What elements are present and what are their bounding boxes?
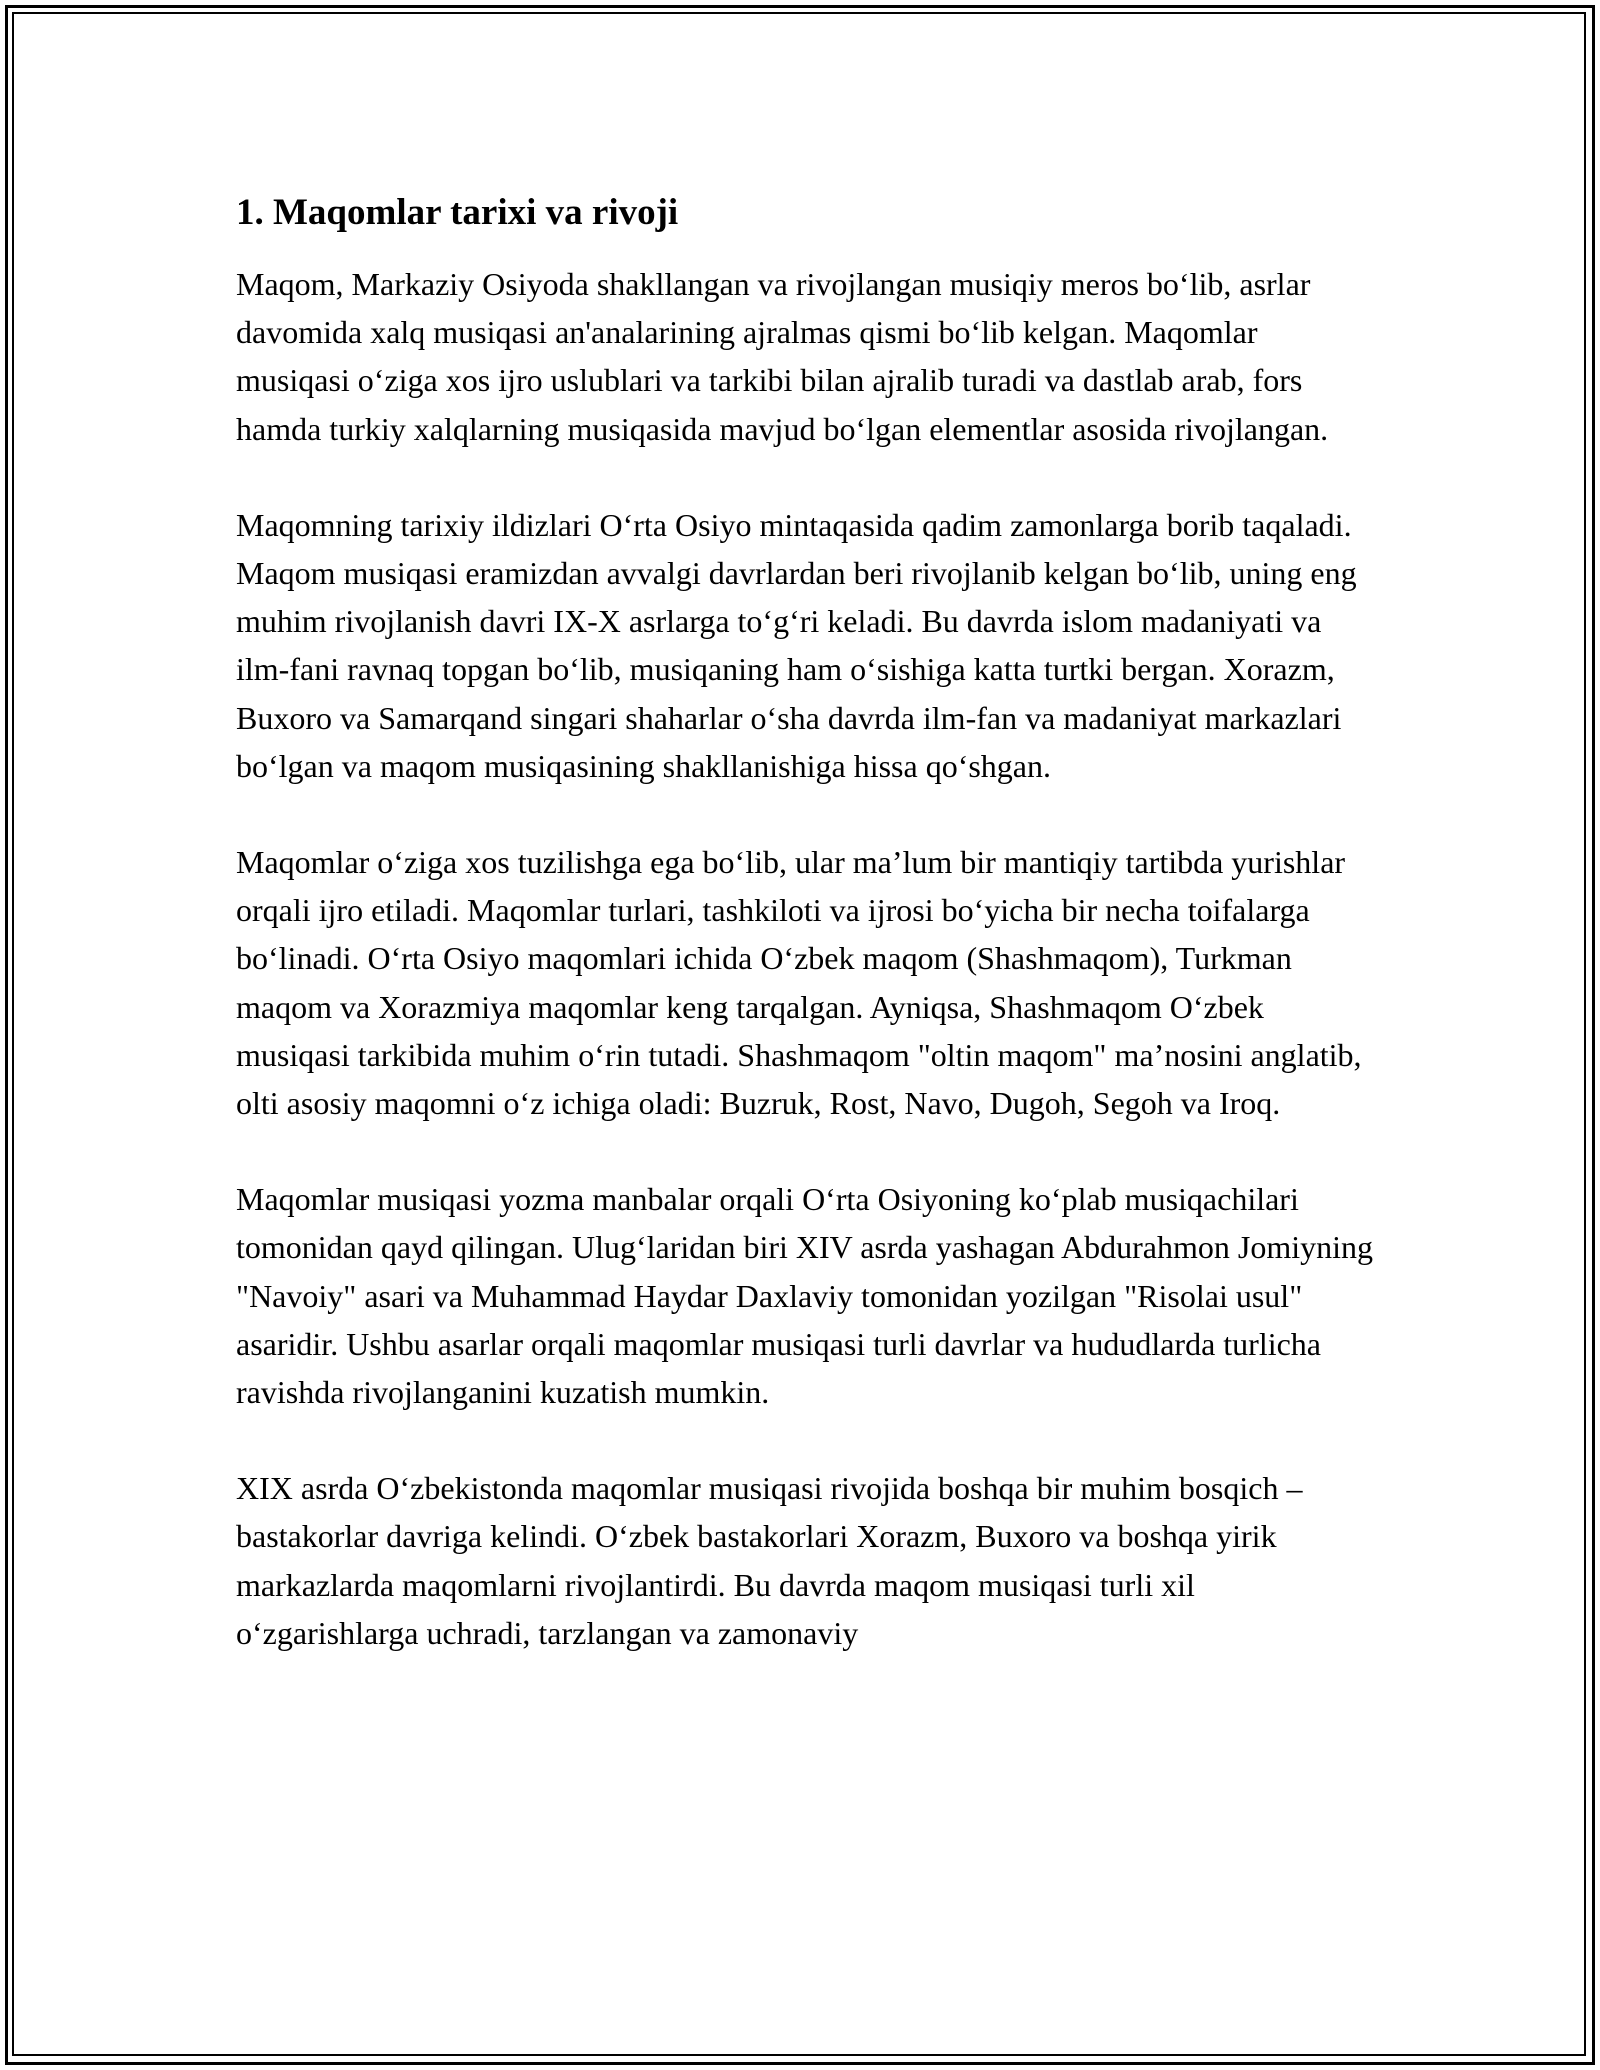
- section-heading: 1. Maqomlar tarixi va rivoji: [236, 192, 679, 233]
- document-body: [236, 188, 1376, 1657]
- paragraph-5: XIX asrda O‘zbekistonda maqomlar musiqasi rivojida boshqa bir muhim bosqich – bastakorlar davriga kelindi. O‘zbek bastakorlari Xorazm, Buxoro va boshqa yirik markazlarda maqomlarni rivojlantirdi. Bu davrda maqom musiqasi turli xil o‘zgarishlarga uchradi, tarzlangan va zamonaviy: [236, 1470, 1303, 1651]
- paragraph-2: Maqomning tarixiy ildizlari O‘rta Osiyo mintaqasida qadim zamonlarga borib taqaladi. Maqom musiqasi eramizdan avvalgi davrlardan beri rivojlanib kelgan bo‘lib, uning eng muhim rivojlanish davri IX-X asrlarga to‘g‘ri keladi. Bu davrda islom madaniyati va ilm-fani ravnaq topgan bo‘lib, musiqaning ham o‘sishiga katta turtki bergan. Xorazm, Buxoro va Samarqand singari shaharlar o‘sha davrda ilm-fan va madaniyat markazlari bo‘lgan va maqom musiqasining shakllanishiga hissa qo‘shgan.: [236, 506, 1357, 784]
- paragraph-3: Maqomlar o‘ziga xos tuzilishga ega bo‘lib, ular ma’lum bir mantiqiy tartibda yurishlar orqali ijro etiladi. Maqomlar turlari, tashkiloti va ijrosi bo‘yicha bir necha toifalarga bo‘linadi. O‘rta Osiyo maqomlari ichida O‘zbek maqom (Shashmaqom), Turkman maqom va Xorazmiya maqomlar keng tarqalgan. Ayniqsa, Shashmaqom O‘zbek musiqasi tarkibida muhim o‘rin tutadi. Shashmaqom "oltin maqom" ma’nosini anglatib, olti asosiy maqomni o‘z ichiga oladi: Buzruk, Rost, Navo, Dugoh, Segoh va Iroq.: [236, 844, 1362, 1122]
- paragraph-1: Maqom, Markaziy Osiyoda shakllangan va rivojlangan musiqiy meros bo‘lib, asrlar davomida xalq musiqasi an'analarining ajralmas qismi bo‘lib kelgan. Maqomlar musiqasi o‘ziga xos ijro uslublari va tarkibi bilan ajralib turadi va dastlab arab, fors hamda turkiy xalqlarning musiqasida mavjud bo‘lgan elementlar asosida rivojlangan.: [236, 266, 1329, 447]
- paragraph-4: Maqomlar musiqasi yozma manbalar orqali O‘rta Osiyoning ko‘plab musiqachilari tomonidan qayd qilingan. Ulug‘laridan biri XIV asrda yashagan Abdurahmon Jomiyning "Navoiy" asari va Muhammad Haydar Daxlaviy tomonidan yozilgan "Risolai usul" asaridir. Ushbu asarlar orqali maqomlar musiqasi turli davrlar va hududlarda turlicha ravishda rivojlanganini kuzatish mumkin.: [236, 1181, 1373, 1411]
